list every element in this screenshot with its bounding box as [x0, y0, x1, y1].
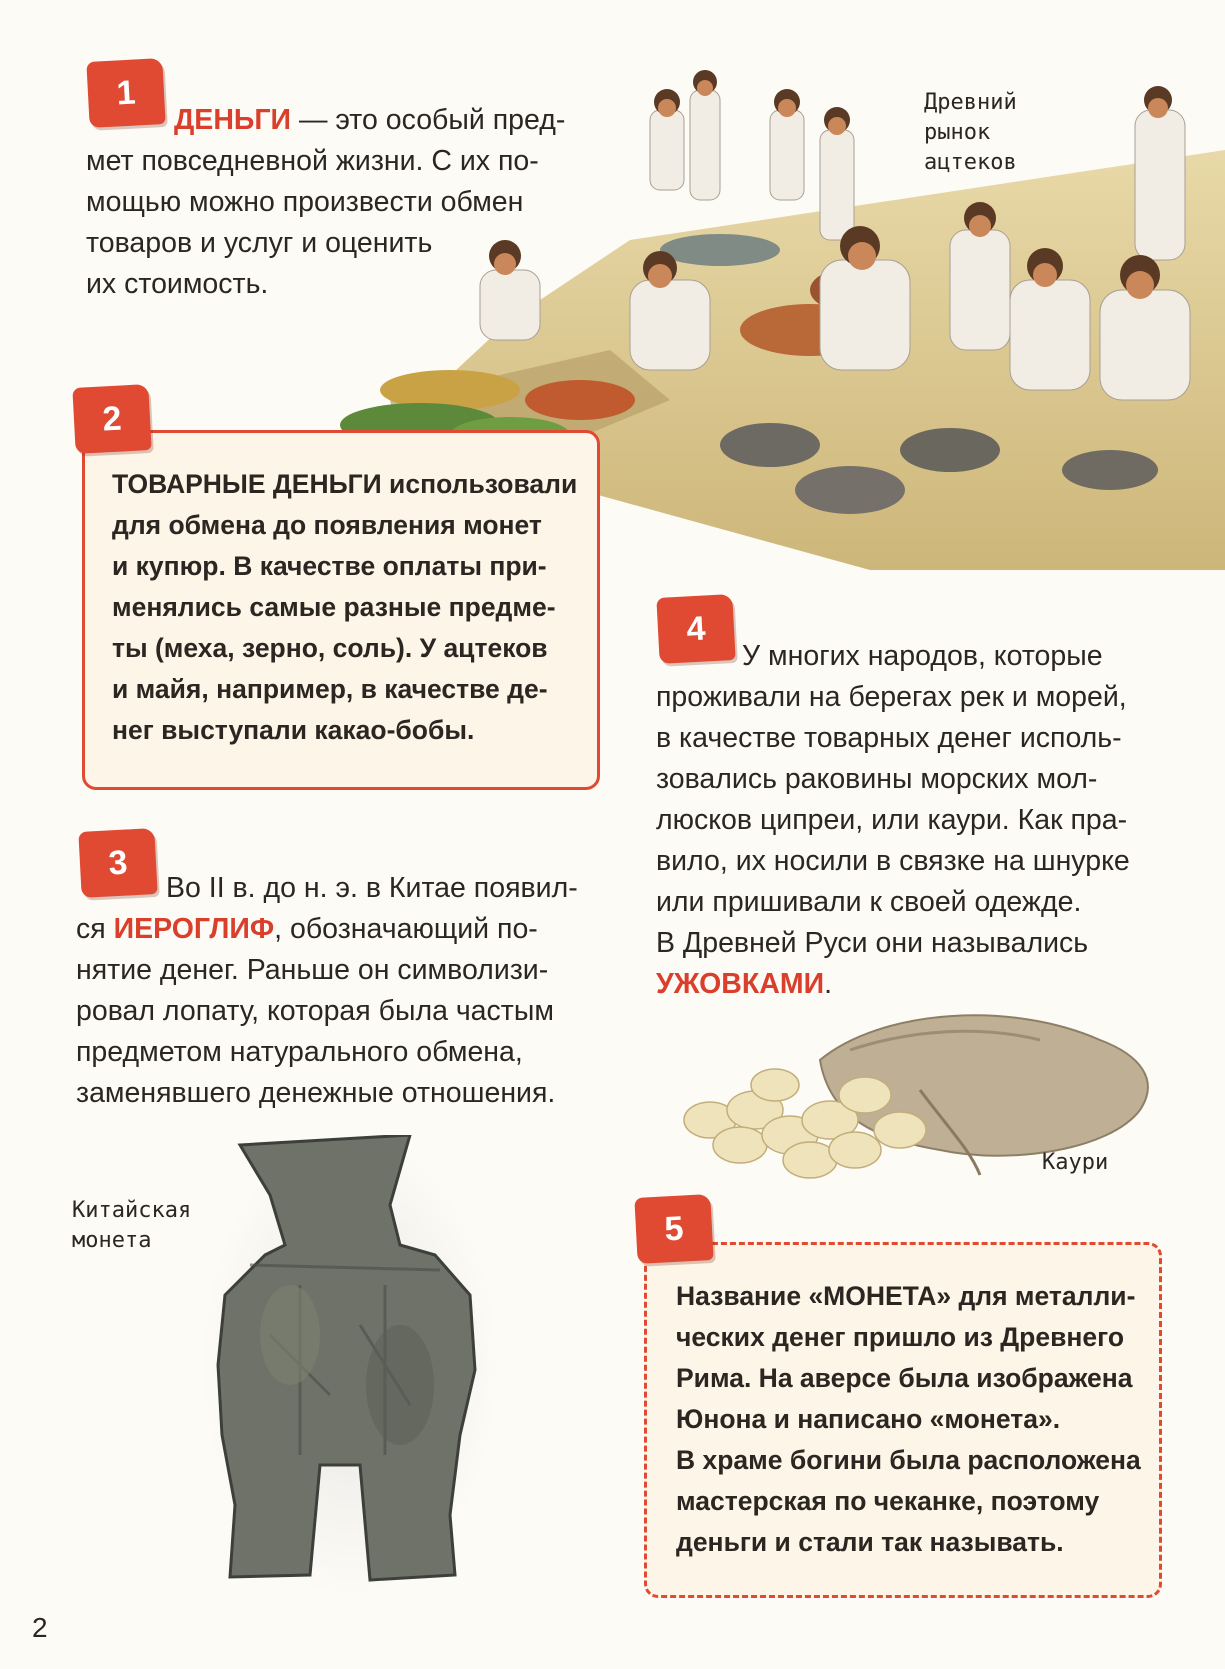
term-dengi: ДЕНЬГИ — [174, 104, 292, 136]
section-number-1: 1 — [86, 58, 165, 128]
market-caption: Древний рынок ацтеков — [924, 90, 1017, 175]
section5-text: Название «МОНЕТА» для металли- ческих денег пришло из Древнего Рима. На аверсе была изображена Юнона и написано «монета». В храме богини была расположена мастерская по чеканке, поэтому деньги и стали так называть. — [676, 1281, 1141, 1557]
section4-text: У многих народов, которые проживали на берегах рек и морей, в качестве товарных денег исполь- зовались раковины морских мол- люсков ципреи, или каури. Как пра- вило, их носили в связке на шнурке или пришивали к своей одежде. В Древней Руси они назывались УЖОВКАМИ. — [656, 640, 1130, 1000]
term-uzhovkami: УЖОВКАМИ — [656, 968, 825, 1000]
section2-text: ТОВАРНЫЕ ДЕНЬГИ использовали для обмена до появления монет и купюр. В качестве оплаты при- менялись самые разные предме- ты (меха, зерно, соль). У ацтеков и майя, например, в качестве де- нег выступали какао-бобы. — [112, 469, 578, 745]
coin-caption: Китайская монета — [72, 1198, 192, 1253]
section-number-5: 5 — [634, 1194, 713, 1264]
chinese-spade-coin — [210, 1135, 480, 1585]
term-ieroglif: ИЕРОГЛИФ — [113, 913, 275, 945]
page-number: 2 — [32, 1612, 48, 1643]
section1-text: ДЕНЬГИ — это особый пред- мет повседневной жизни. С их по- мощью можно произвести обмен товаров и услуг и оценить их стоимость. — [86, 104, 566, 300]
section-number-4: 4 — [656, 594, 735, 664]
section-number-2: 2 — [72, 384, 151, 454]
cowrie-caption: Каури — [1042, 1150, 1109, 1175]
section3-text: Во II в. до н. э. в Китае появил- ся ИЕРОГЛИФ, обозначающий по- нятие денег. Раньше он символизи- ровал лопату, которая была частым предметом натурального обмена, заменявшего денежные отношения. — [76, 872, 578, 1109]
section-number-3: 3 — [78, 828, 157, 898]
